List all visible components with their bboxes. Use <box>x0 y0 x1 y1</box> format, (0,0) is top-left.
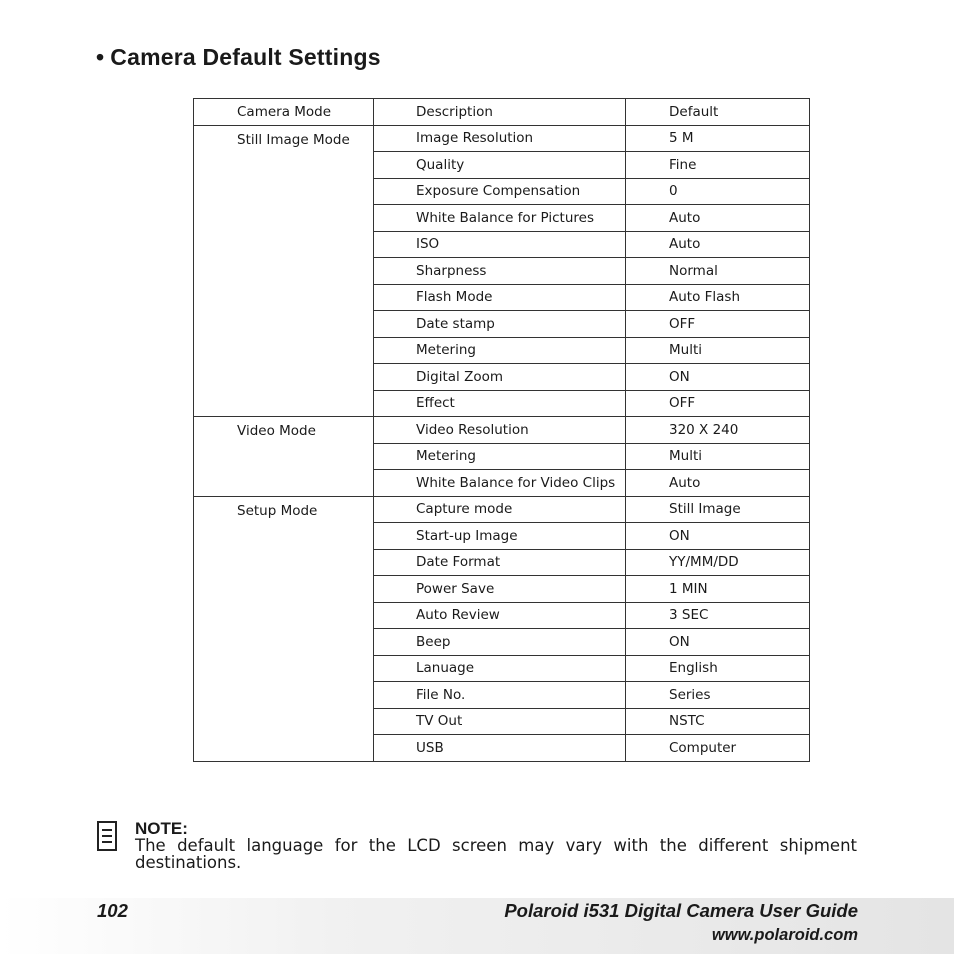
description-cell: Image Resolution <box>374 125 626 152</box>
guide-title: Polaroid i531 Digital Camera User Guide <box>504 900 858 921</box>
description-cell: Sharpness <box>374 258 626 285</box>
default-cell: OFF <box>626 390 810 417</box>
description-cell: Flash Mode <box>374 284 626 311</box>
note-title: NOTE: <box>135 819 188 838</box>
settings-table-body <box>194 99 810 762</box>
default-cell: English <box>626 655 810 682</box>
default-cell: ON <box>626 523 810 550</box>
header-description: Description <box>374 99 626 126</box>
description-cell: ISO <box>374 231 626 258</box>
table-row <box>194 125 810 152</box>
header-camera-mode: Camera Mode <box>194 99 374 126</box>
description-cell: Lanuage <box>374 655 626 682</box>
description-cell: Date stamp <box>374 311 626 338</box>
default-cell: Multi <box>626 443 810 470</box>
default-cell: 320 X 240 <box>626 417 810 444</box>
title-text: Camera Default Settings <box>110 44 381 70</box>
description-cell: Beep <box>374 629 626 656</box>
default-cell: 5 M <box>626 125 810 152</box>
default-cell: Fine <box>626 152 810 179</box>
description-cell: Video Resolution <box>374 417 626 444</box>
default-cell: Series <box>626 682 810 709</box>
description-cell: Auto Review <box>374 602 626 629</box>
default-cell: ON <box>626 364 810 391</box>
table-row <box>194 496 810 523</box>
default-cell: Auto <box>626 231 810 258</box>
description-cell: Capture mode <box>374 496 626 523</box>
description-cell: TV Out <box>374 708 626 735</box>
camera-mode-cell: Setup Mode <box>194 496 374 761</box>
description-cell: USB <box>374 735 626 762</box>
description-cell: White Balance for Video Clips <box>374 470 626 497</box>
default-cell: Auto Flash <box>626 284 810 311</box>
default-cell: Multi <box>626 337 810 364</box>
description-cell: Date Format <box>374 549 626 576</box>
default-cell: Auto <box>626 205 810 232</box>
notepad-icon <box>97 821 117 851</box>
page-number: 102 <box>97 900 128 921</box>
description-cell: Start-up Image <box>374 523 626 550</box>
default-cell: Normal <box>626 258 810 285</box>
default-cell: YY/MM/DD <box>626 549 810 576</box>
default-cell: 3 SEC <box>626 602 810 629</box>
default-cell: 0 <box>626 178 810 205</box>
default-cell: 1 MIN <box>626 576 810 603</box>
camera-mode-cell: Video Mode <box>194 417 374 497</box>
default-cell: Auto <box>626 470 810 497</box>
website-url: www.polaroid.com <box>711 926 858 944</box>
description-cell: File No. <box>374 682 626 709</box>
title-bullet: • <box>96 44 105 70</box>
description-cell: Metering <box>374 337 626 364</box>
description-cell: Metering <box>374 443 626 470</box>
default-cell: Computer <box>626 735 810 762</box>
default-cell: NSTC <box>626 708 810 735</box>
header-default: Default <box>626 99 810 126</box>
default-cell: Still Image <box>626 496 810 523</box>
description-cell: Digital Zoom <box>374 364 626 391</box>
description-cell: Exposure Compensation <box>374 178 626 205</box>
page-title <box>96 44 381 71</box>
description-cell: Quality <box>374 152 626 179</box>
table-row <box>194 417 810 444</box>
note-text: The default language for the LCD screen may vary with the different shipment destinations. <box>135 836 857 872</box>
description-cell: Power Save <box>374 576 626 603</box>
default-cell: ON <box>626 629 810 656</box>
description-cell: White Balance for Pictures <box>374 205 626 232</box>
description-cell: Effect <box>374 390 626 417</box>
settings-table <box>193 98 810 762</box>
table-header-row <box>194 99 810 126</box>
default-cell: OFF <box>626 311 810 338</box>
camera-mode-cell: Still Image Mode <box>194 125 374 417</box>
